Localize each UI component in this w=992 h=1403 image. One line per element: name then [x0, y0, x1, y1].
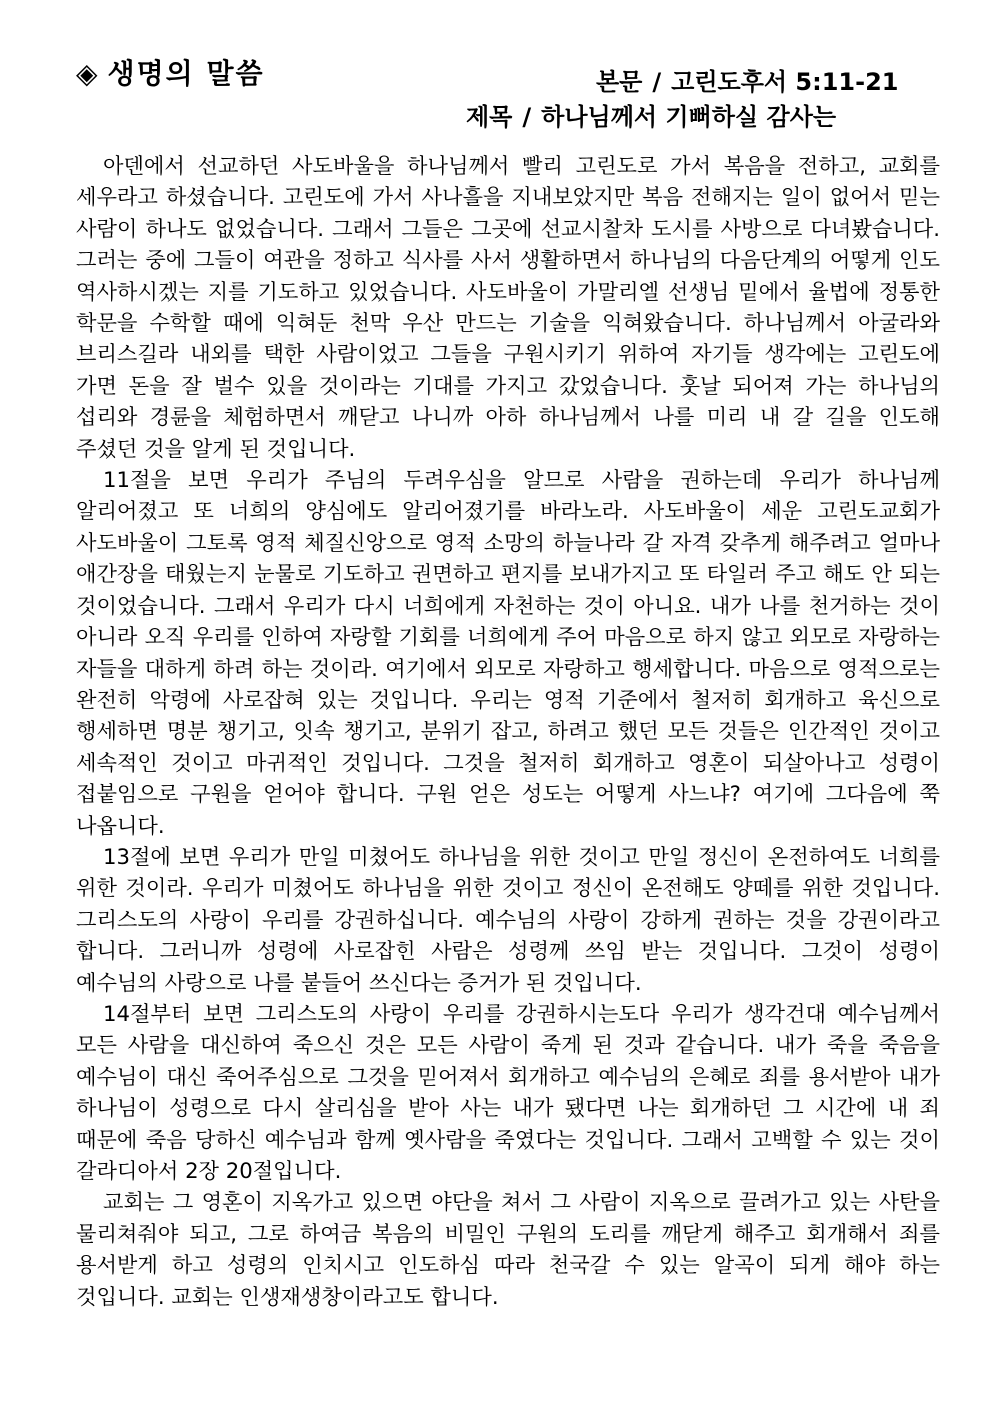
sermon-body [76, 150, 940, 1312]
diamond-bullet-icon: ◈ [76, 57, 100, 90]
scripture-reference [596, 62, 898, 97]
separator: / [522, 103, 532, 131]
title-text: 생명의 말씀 [107, 57, 265, 90]
scripture-label: 본문 [596, 68, 643, 96]
paragraph: 교회는 그 영혼이 지옥가고 있으면 야단을 쳐서 그 사람이 지옥으로 끌려가고 있는 사탄을 물리쳐줘야 되고, 그로 하여금 복음의 비밀인 구원의 도리를 깨닫게 해주고 회개해서 죄를 용서받게 하고 성령의 인치시고 인도하심 따라 천국갈 수 있는 알곡이 되게 해야 하는 것입니다. 교회는 인생재생창이라고도 합니다. [76, 1189, 940, 1309]
separator: / [652, 68, 662, 96]
scripture-ref-value: 고린도후서 5:11-21 [671, 68, 899, 96]
paragraph: 14절부터 보면 그리스도의 사랑이 우리를 강권하시는도다 우리가 생각건대 예수님께서 모든 사람을 대신하여 죽으신 것은 모든 사람이 죽게 된 것과 같습니다. 내가 죽을 죽음을 예수님이 대신 죽어주심으로 그것을 믿어져서 회개하고 예수님의 은혜로 죄를 용서받아 내가 하나님이 성령으로 다시 살리심을 받아 사는 내가 됐다면 나는 회개하던 그 시간에 내 죄 때문에 죽음 당하신 예수님과 함께 옛사람을 죽였다는 것입니다. 그래서 고백할 수 있는 것이 갈라디아서 2장 20절입니다. [76, 1000, 940, 1183]
paragraph: 아덴에서 선교하던 사도바울을 하나님께서 빨리 고린도로 가서 복음을 전하고, 교회를 세우라고 하셨습니다. 고린도에 가서 사나흘을 지내보았지만 복음 전해지는 일이 없어서 믿는 사람이 하나도 없었습니다. 그래서 그들은 그곳에 선교시찰차 도시를 사방으로 다녀봤습니다. 그러는 중에 그들이 여관을 정하고 식사를 사서 생활하면서 하나님의 다음단계의 어떻게 인도 역사하시겠는 지를 기도하고 있었습니다. 사도바울이 가말리엘 선생님 밑에서 율법에 정통한 학문을 수학할 때에 익혀둔 천막 우산 만드는 기술을 익혀왔습니다. 하나님께서 아굴라와 브리스길라 내외를 택한 사람이었고 그들을 구원시키기 위하여 자기들 생각에는 고린도에 가면 돈을 잘 벌수 있을 것이라는 기대를 가지고 갔었습니다. 훗날 되어져 가는 하나님의 섭리와 경륜을 체험하면서 깨닫고 나니까 아하 하나님께서 나를 미리 내 갈 길을 인도해 주셨던 것을 알게 된 것입니다. [76, 153, 940, 461]
sermon-subject [466, 97, 836, 132]
page-title [76, 52, 265, 92]
subject-value: 하나님께서 기뻐하실 감사는 [541, 103, 837, 131]
subject-label: 제목 [466, 103, 513, 131]
paragraph: 13절에 보면 우리가 만일 미쳤어도 하나님을 위한 것이고 만일 정신이 온전하여도 너희를 위한 것이라. 우리가 미쳤어도 하나님을 위한 것이고 정신이 온전해도 양떼를 위한 것입니다. 그리스도의 사랑이 우리를 강권하십니다. 예수님의 사랑이 강하게 권하는 것을 강권이라고 합니다. 그러니까 성령에 사로잡힌 사람은 성령께 쓰임 받는 것입니다. 그것이 성령이 예수님의 사랑으로 나를 붙들어 쓰신다는 증거가 된 것입니다. [76, 843, 940, 995]
paragraph: 11절을 보면 우리가 주님의 두려우심을 알므로 사람을 권하는데 우리가 하나님께 알리어졌고 또 너희의 양심에도 알리어졌기를 바라노라. 사도바울이 세운 고린도교회가 사도바울이 그토록 영적 체질신앙으로 영적 소망의 하늘나라 갈 자격 갖추게 해주려고 얼마나 애간장을 태웠는지 눈물로 기도하고 권면하고 편지를 보내가지고 또 타일러 주고 해도 안 되는 것이었습니다. 그래서 우리가 다시 너희에게 자천하는 것이 아니요. 내가 나를 천거하는 것이 아니라 오직 우리를 인하여 자랑할 기회를 너희에게 주어 마음으로 하지 않고 외모로 자랑하는 자들을 대하게 하려 하는 것이라. 여기에서 외모로 자랑하고 행세합니다. 마음으로 영적으로는 완전히 악령에 사로잡혀 있는 것입니다. 우리는 영적 기준에서 철저히 회개하고 육신으로 행세하면 명분 챙기고, 잇속 챙기고, 분위기 잡고, 하려고 했던 모든 것들은 인간적인 것이고 세속적인 것이고 마귀적인 것입니다. 그것을 철저히 회개하고 영혼이 되살아나고 성령이 접붙임으로 구원을 얻어야 합니다. 구원 얻은 성도는 어떻게 사느냐? 여기에 그다음에 쭉 나옵니다. [76, 467, 940, 838]
